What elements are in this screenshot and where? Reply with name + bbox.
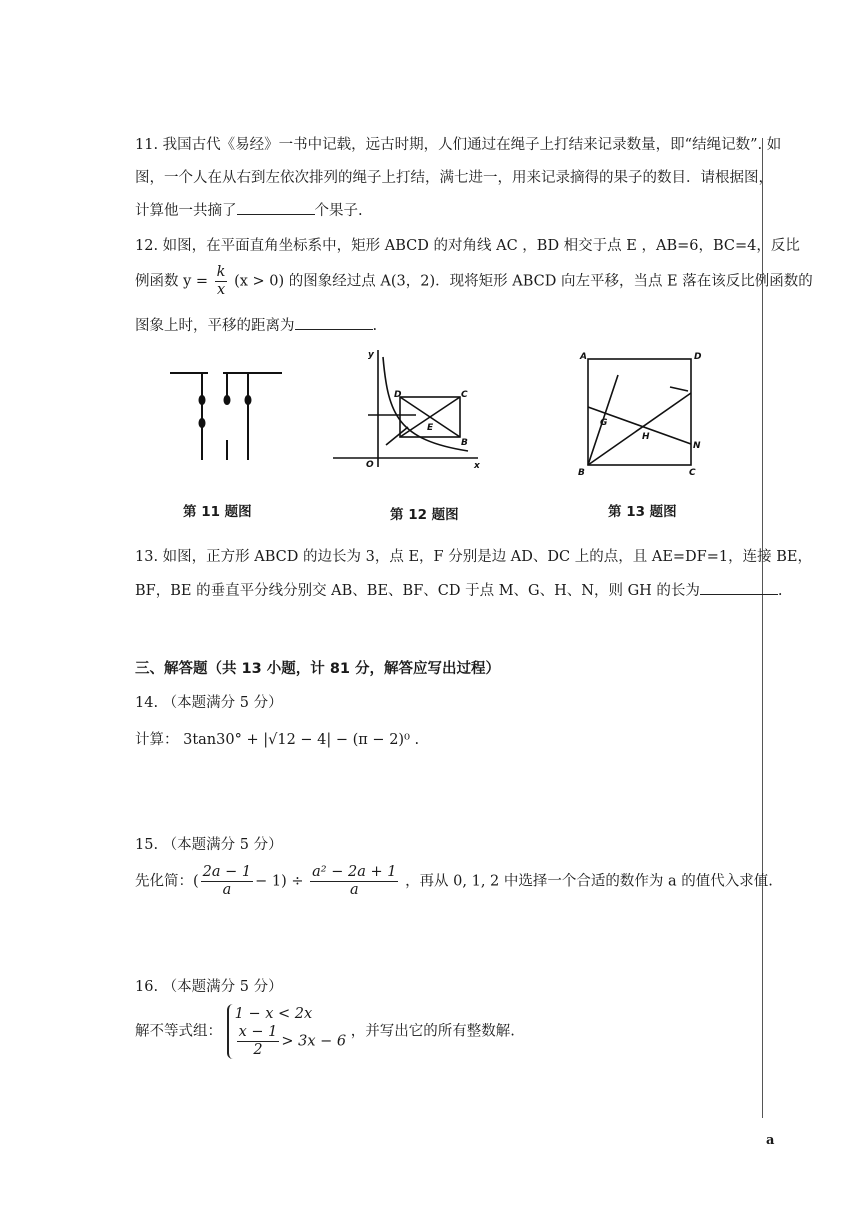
figure-13-square [570,345,710,480]
q12-text-a: 例函数 y = [135,273,209,290]
label-n: N [693,441,701,451]
inequality-system [227,1004,347,1059]
q16-prefix: 解不等式组： [135,1023,222,1040]
caption-figure-13: 第 13 题图 [608,504,677,520]
q16-header: 16. （本题满分 5 分） [135,979,283,995]
figure-11-knotted-ropes [160,365,290,465]
q12-text-d: . [372,318,378,334]
q12-text-c: 图象上时，平移的距离为 [135,318,295,334]
label-e: E [427,423,434,433]
q12-line2 [135,264,813,299]
label-b: B [578,468,585,478]
q15-suffix: ，再从 0, 1, 2 中选择一个合适的数作为 a 的值代入求值. [405,873,773,890]
fraction-2a-1-over-a: $\frac{2a - 1}{a}$ [202,864,252,898]
q16-body [135,1004,515,1059]
q11-text-a: 计算他一共摘了 [135,203,237,219]
label-h: H [642,432,650,442]
q15-mid: − 1) ÷ [255,873,304,890]
label-origin: O [366,460,374,470]
label-d: D [694,352,702,362]
label-x-axis: x [474,461,480,471]
q16-suffix: ，并写出它的所有整数解. [350,1023,515,1040]
q13-line1: 13. 如图，正方形 ABCD 的边长为 3，点 E，F 分别是边 AD、DC 上的点，且 AE=DF=1，连接 BE， [135,549,812,565]
inequality-2: $\frac{x - 1}{2}$ > 3x − 6 [238,1024,347,1058]
fraction-k-over-x: $\frac{k}{x}$ [216,264,226,298]
q14-expression: 3tan30° + |√12 − 4| − (π − 2)⁰ . [183,732,420,748]
answer-blank [237,200,315,215]
q13-line2 [135,580,783,601]
inequality-1: 1 − x < 2x [234,1006,313,1022]
label-c: C [689,468,696,478]
q14-prefix: 计算： [135,732,179,748]
label-c: C [461,390,468,400]
q12-line3 [135,315,377,336]
label-b: B [461,438,468,448]
label-d: D [394,390,402,400]
label-a: A [580,352,587,362]
answer-blank [700,580,778,595]
q15-body [135,864,773,899]
section-3-title: 三、解答题（共 13 小题，计 81 分，解答应写出过程） [135,661,501,677]
answer-blank [295,315,373,330]
q15-header: 15. （本题满分 5 分） [135,837,283,853]
q14-body [135,730,419,750]
q12-line1: 12. 如图，在平面直角坐标系中，矩形 ABCD 的对角线 AC ，BD 相交于点 E ，AB=6，BC=4，反比 [135,238,800,254]
caption-figure-12: 第 12 题图 [390,507,459,523]
label-y-axis: y [368,350,374,360]
fraction-x-1-over-2: $\frac{x - 1}{2}$ [238,1024,278,1058]
q11-text-b: 个果子. [314,203,363,219]
q11-line2: 图，一个人在从右到左依次排列的绳子上打结，满七进一，用来记录摘得的果子的数目．请根据图， [135,170,773,186]
q15-prefix: 先化简：( [135,873,199,890]
q13-text-a: BF，BE 的垂直平分线分别交 AB、BE、BF、CD 于点 M、G、H、N，则 GH 的长为 [135,583,700,599]
q11-line3 [135,200,363,221]
fraction-a2-over-a: $\frac{\text{a² − 2a + 1}}{a}$ [312,864,397,898]
page-mark: a [766,1133,775,1148]
q14-header: 14. （本题满分 5 分） [135,695,283,711]
figure-12-coordinate-plane [328,345,488,475]
label-g: G [600,418,608,428]
q13-text-b: . [777,583,783,599]
caption-figure-11: 第 11 题图 [183,504,252,520]
q11-line1: 11. 我国古代《易经》一书中记载，远古时期，人们通过在绳子上打结来记录数量，即“结绳记数”. 如 [135,137,782,153]
q12-text-b: (x > 0) 的图象经过点 A(3，2)．现将矩形 ABCD 向左平移，当点 E 落在该反比例函数的 [234,273,813,290]
